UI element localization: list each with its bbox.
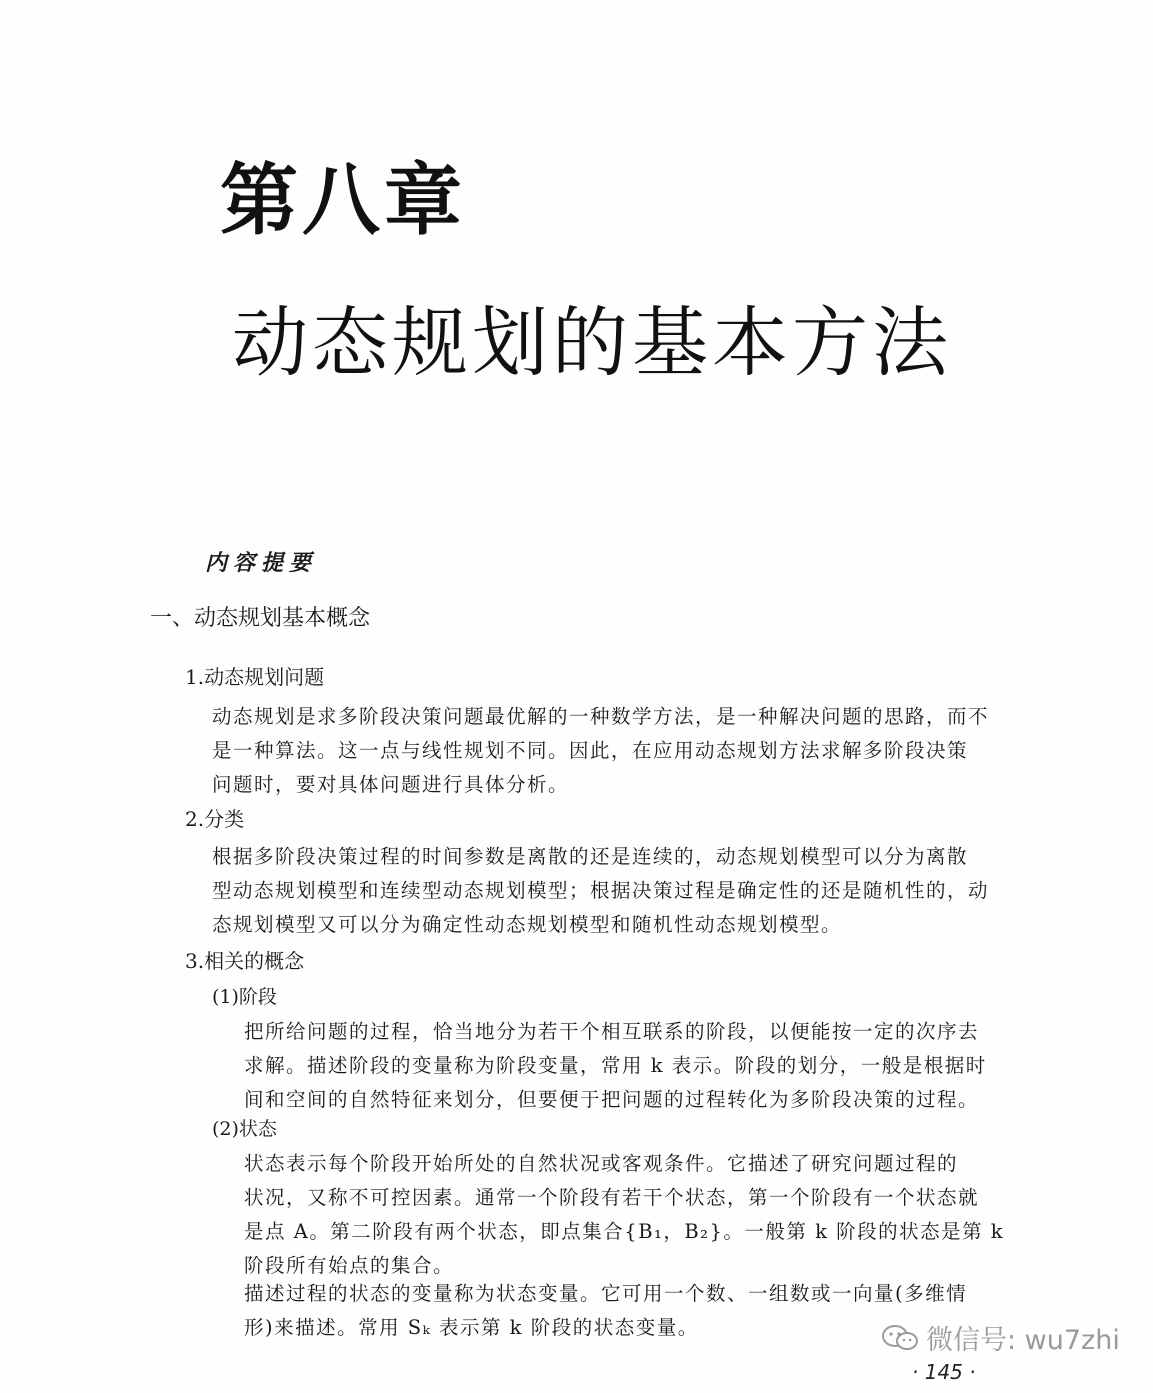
text-line: 是点 A。第二阶段有两个状态，即点集合{B₁，B₂}。一般第 k 阶段的状态是第 k [244,1220,1005,1243]
text-line: 状态表示每个阶段开始所处的自然状况或客观条件。它描述了研究问题过程的 [244,1152,959,1175]
text-line: 型动态规划模型和连续型动态规划模型；根据决策过程是确定性的还是随机性的，动 [212,879,990,902]
subsection-title: 相关的概念 [204,949,305,973]
subsection-title: 分类 [204,807,245,831]
text-line: 是一种算法。这一点与线性规划不同。因此，在应用动态规划方法求解多阶段决策 [212,739,969,762]
subsection-number: 3. [185,949,205,973]
wechat-watermark [880,1318,1120,1357]
chapter-title: 动态规划的基本方法 [232,298,952,387]
text-line: 根据多阶段决策过程的时间参数是离散的还是连续的，动态规划模型可以分为离散 [212,845,969,868]
page-number: · 145 · [912,1360,976,1384]
text-line: 问题时，要对具体问题进行具体分析。 [212,773,570,796]
text-line: 求解。描述阶段的变量称为阶段变量，常用 k 表示。阶段的划分，一般是根据时 [244,1054,987,1077]
paragraph-state-variable [244,1277,967,1345]
paragraph-stage [244,1015,987,1117]
subsection-heading-3 [185,951,304,971]
section-heading: 一、动态规划基本概念 [150,606,371,631]
paragraph-state [244,1147,1004,1283]
subsection-number: 2. [185,807,205,831]
item-heading-stage: (1)阶段 [212,986,277,1008]
item-heading-state: (2)状态 [212,1118,277,1140]
text-line: 动态规划是求多阶段决策问题最优解的一种数学方法，是一种解决问题的思路，而不 [212,705,990,728]
text-line: 阶段所有始点的集合。 [244,1254,455,1277]
text-line: 把所给问题的过程，恰当地分为若干个相互联系的阶段，以便能按一定的次序去 [244,1020,980,1043]
text-line: 态规划模型又可以分为确定性动态规划模型和随机性动态规划模型。 [212,913,843,936]
subsection-heading-1 [185,667,324,687]
text-line: 状况，又称不可控因素。通常一个阶段有若干个状态，第一个阶段有一个状态就 [244,1186,980,1209]
paragraph-classification [212,840,989,942]
paragraph-dp-problem [212,700,989,802]
text-line: 间和空间的自然特征来划分，但要便于把问题的过程转化为多阶段决策的过程。 [244,1088,980,1111]
text-line: 形)来描述。常用 Sₖ 表示第 k 阶段的状态变量。 [244,1316,699,1339]
wechat-icon [880,1323,920,1353]
summary-heading: 内容提要 [205,551,318,576]
watermark-text: 微信号: wu7zhi [926,1325,1120,1356]
subsection-heading-2 [185,809,244,829]
chapter-number: 第八章 [220,156,467,246]
text-line: 描述过程的状态的变量称为状态变量。它可用一个数、一组数或一向量(多维情 [244,1282,968,1305]
subsection-title: 动态规划问题 [204,665,325,689]
subsection-number: 1. [185,665,205,689]
